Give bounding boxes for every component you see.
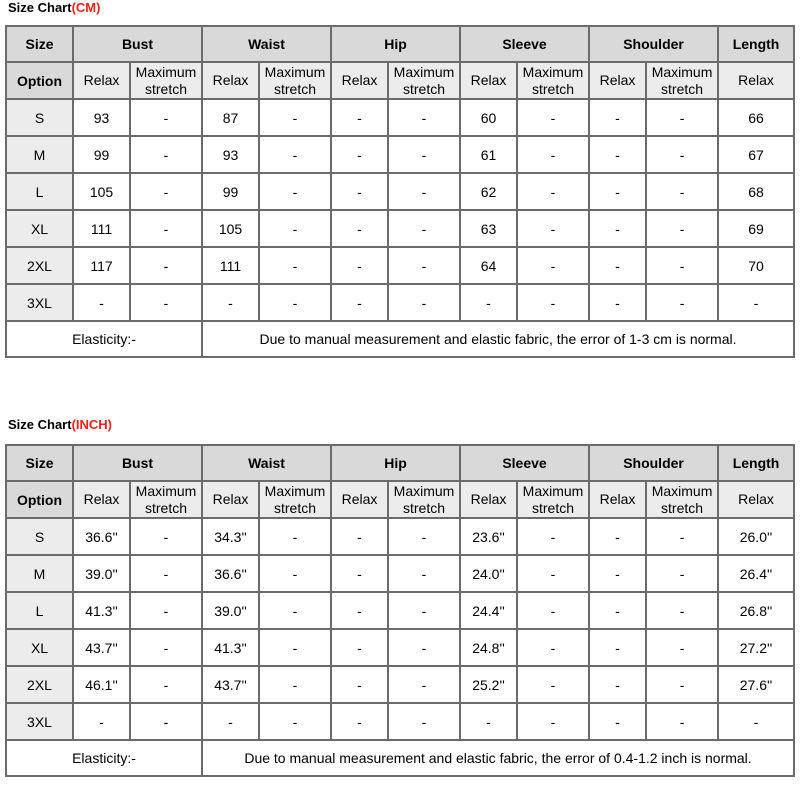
measurement-cell: - [388, 555, 460, 592]
size-cell: M [6, 136, 73, 173]
relax-subheader: Relax [73, 62, 130, 99]
measurement-cell: 34.3'' [202, 518, 259, 555]
maximum-stretch-subheader: Maximum stretch [388, 62, 460, 99]
measurement-cell: - [331, 173, 388, 210]
chart-title-text: Size Chart [8, 0, 72, 15]
measurement-cell: - [331, 666, 388, 703]
measurement-cell: 26.0'' [718, 518, 794, 555]
measurement-cell: - [388, 210, 460, 247]
relax-subheader: Relax [460, 481, 517, 518]
measurement-cell: - [130, 99, 202, 136]
measurement-cell: 67 [718, 136, 794, 173]
measurement-cell: 24.4'' [460, 592, 517, 629]
measurement-cell: 66 [718, 99, 794, 136]
measurement-cell: - [589, 99, 646, 136]
measurement-cell: 36.6'' [202, 555, 259, 592]
measurement-cell: - [388, 666, 460, 703]
size-cell: M [6, 555, 73, 592]
maximum-stretch-subheader: Maximum stretch [259, 62, 331, 99]
measurement-cell: - [646, 666, 718, 703]
measurement-cell: - [589, 629, 646, 666]
measurement-cell: 105 [202, 210, 259, 247]
column-header-hip: Hip [331, 445, 460, 481]
measurement-cell: - [388, 518, 460, 555]
size-table-cm [5, 25, 795, 358]
measurement-cell: - [130, 210, 202, 247]
measurement-cell: - [130, 136, 202, 173]
measurement-cell: - [331, 703, 388, 740]
measurement-cell: - [331, 99, 388, 136]
measurement-cell: 26.8'' [718, 592, 794, 629]
table-row [6, 136, 794, 173]
table-row [6, 592, 794, 629]
measurement-cell: - [589, 666, 646, 703]
measurement-cell: - [589, 592, 646, 629]
measurement-note: Due to manual measurement and elastic fabric, the error of 0.4-1.2 inch is normal. [202, 740, 794, 776]
measurement-cell: - [331, 592, 388, 629]
measurement-cell: - [460, 284, 517, 321]
size-header: Size [6, 26, 73, 62]
measurement-cell: - [646, 518, 718, 555]
measurement-cell: 24.0'' [460, 555, 517, 592]
size-table-inch [5, 444, 795, 777]
measurement-cell: - [130, 666, 202, 703]
relax-subheader: Relax [331, 62, 388, 99]
measurement-cell: - [718, 703, 794, 740]
relax-subheader: Relax [73, 481, 130, 518]
measurement-cell: - [73, 703, 130, 740]
measurement-cell: 43.7'' [73, 629, 130, 666]
size-cell: S [6, 99, 73, 136]
measurement-cell: 68 [718, 173, 794, 210]
measurement-cell: - [388, 284, 460, 321]
measurement-cell: - [331, 247, 388, 284]
measurement-cell: - [517, 247, 589, 284]
measurement-cell: - [718, 284, 794, 321]
table-row [6, 703, 794, 740]
measurement-cell: - [331, 555, 388, 592]
measurement-cell: - [517, 173, 589, 210]
column-header-shoulder: Shoulder [589, 445, 718, 481]
measurement-cell: - [331, 210, 388, 247]
measurement-cell: - [202, 284, 259, 321]
size-cell: 2XL [6, 247, 73, 284]
measurement-cell: 27.2'' [718, 629, 794, 666]
measurement-cell: 61 [460, 136, 517, 173]
measurement-cell: 99 [73, 136, 130, 173]
measurement-cell: - [646, 629, 718, 666]
measurement-cell: - [331, 629, 388, 666]
measurement-cell: - [589, 284, 646, 321]
measurement-cell: - [259, 666, 331, 703]
subheader-row [6, 481, 794, 518]
measurement-cell: - [202, 703, 259, 740]
maximum-stretch-subheader: Maximum stretch [130, 481, 202, 518]
measurement-cell: - [259, 247, 331, 284]
measurement-cell: - [589, 518, 646, 555]
chart-title-text: Size Chart [8, 417, 72, 432]
column-header-length: Length [718, 26, 794, 62]
measurement-cell: - [517, 136, 589, 173]
measurement-cell: 111 [73, 210, 130, 247]
measurement-cell: - [259, 136, 331, 173]
measurement-cell: - [589, 173, 646, 210]
column-header-bust: Bust [73, 26, 202, 62]
measurement-cell: - [388, 592, 460, 629]
measurement-cell: - [259, 518, 331, 555]
measurement-cell: 43.7'' [202, 666, 259, 703]
measurement-cell: - [388, 99, 460, 136]
measurement-cell: - [130, 629, 202, 666]
measurement-cell: - [517, 555, 589, 592]
table-row [6, 99, 794, 136]
measurement-cell: - [130, 284, 202, 321]
subheader-row [6, 62, 794, 99]
measurement-cell: 26.4'' [718, 555, 794, 592]
measurement-cell: - [259, 210, 331, 247]
measurement-cell: 63 [460, 210, 517, 247]
measurement-cell: - [646, 247, 718, 284]
measurement-cell: - [646, 555, 718, 592]
column-header-waist: Waist [202, 445, 331, 481]
measurement-cell: - [388, 247, 460, 284]
measurement-cell: - [646, 99, 718, 136]
measurement-cell: - [388, 136, 460, 173]
measurement-cell: - [130, 518, 202, 555]
measurement-cell: 27.6'' [718, 666, 794, 703]
measurement-cell: 41.3'' [202, 629, 259, 666]
size-cell: XL [6, 210, 73, 247]
relax-subheader: Relax [589, 481, 646, 518]
measurement-cell: 60 [460, 99, 517, 136]
measurement-cell: - [259, 173, 331, 210]
maximum-stretch-subheader: Maximum stretch [259, 481, 331, 518]
relax-subheader: Relax [718, 481, 794, 518]
table-row [6, 555, 794, 592]
measurement-cell: - [73, 284, 130, 321]
measurement-cell: - [646, 136, 718, 173]
size-header: Size [6, 445, 73, 481]
maximum-stretch-subheader: Maximum stretch [646, 62, 718, 99]
measurement-cell: - [517, 284, 589, 321]
column-header-bust: Bust [73, 445, 202, 481]
measurement-cell: 41.3'' [73, 592, 130, 629]
measurement-cell: - [646, 173, 718, 210]
measurement-cell: 105 [73, 173, 130, 210]
maximum-stretch-subheader: Maximum stretch [517, 62, 589, 99]
measurement-cell: - [589, 136, 646, 173]
relax-subheader: Relax [202, 481, 259, 518]
measurement-cell: 23.6'' [460, 518, 517, 555]
measurement-cell: 39.0'' [73, 555, 130, 592]
column-header-sleeve: Sleeve [460, 445, 589, 481]
measurement-cell: - [646, 284, 718, 321]
measurement-cell: - [646, 592, 718, 629]
measurement-cell: - [646, 703, 718, 740]
measurement-cell: - [331, 518, 388, 555]
header-row [6, 445, 794, 481]
measurement-cell: 25.2'' [460, 666, 517, 703]
measurement-cell: - [517, 210, 589, 247]
maximum-stretch-subheader: Maximum stretch [517, 481, 589, 518]
measurement-cell: 117 [73, 247, 130, 284]
header-row [6, 26, 794, 62]
measurement-cell: - [589, 555, 646, 592]
size-cell: 2XL [6, 666, 73, 703]
elasticity-label: Elasticity:- [6, 740, 202, 776]
table-row [6, 210, 794, 247]
measurement-cell: - [646, 210, 718, 247]
table-row [6, 247, 794, 284]
measurement-cell: - [259, 284, 331, 321]
measurement-cell: - [259, 629, 331, 666]
measurement-cell: 39.0'' [202, 592, 259, 629]
measurement-cell: - [259, 592, 331, 629]
measurement-cell: - [259, 703, 331, 740]
measurement-cell: - [130, 173, 202, 210]
size-chart-cm-title [8, 0, 100, 16]
relax-subheader: Relax [589, 62, 646, 99]
elasticity-label: Elasticity:- [6, 321, 202, 357]
measurement-cell: - [388, 173, 460, 210]
measurement-cell: 46.1'' [73, 666, 130, 703]
measurement-cell: - [331, 284, 388, 321]
column-header-waist: Waist [202, 26, 331, 62]
maximum-stretch-subheader: Maximum stretch [388, 481, 460, 518]
column-header-length: Length [718, 445, 794, 481]
size-cell: 3XL [6, 284, 73, 321]
measurement-cell: - [130, 592, 202, 629]
measurement-cell: 99 [202, 173, 259, 210]
measurement-cell: 87 [202, 99, 259, 136]
measurement-cell: 69 [718, 210, 794, 247]
measurement-cell: - [259, 99, 331, 136]
chart-unit-label: (INCH) [71, 417, 113, 432]
measurement-cell: - [517, 99, 589, 136]
measurement-cell: - [517, 703, 589, 740]
measurement-cell: - [130, 555, 202, 592]
measurement-cell: - [130, 247, 202, 284]
measurement-cell: 62 [460, 173, 517, 210]
column-header-shoulder: Shoulder [589, 26, 718, 62]
measurement-cell: - [517, 518, 589, 555]
note-row [6, 740, 794, 776]
size-chart-inch-title [8, 417, 112, 433]
measurement-cell: - [331, 136, 388, 173]
relax-subheader: Relax [718, 62, 794, 99]
measurement-cell: - [130, 703, 202, 740]
maximum-stretch-subheader: Maximum stretch [646, 481, 718, 518]
relax-subheader: Relax [202, 62, 259, 99]
measurement-cell: 93 [202, 136, 259, 173]
size-cell: L [6, 592, 73, 629]
note-row [6, 321, 794, 357]
measurement-cell: - [388, 703, 460, 740]
measurement-cell: - [460, 703, 517, 740]
measurement-cell: - [517, 666, 589, 703]
measurement-cell: 93 [73, 99, 130, 136]
size-cell: XL [6, 629, 73, 666]
size-cell: S [6, 518, 73, 555]
option-header: Option [6, 481, 73, 518]
maximum-stretch-subheader: Maximum stretch [130, 62, 202, 99]
measurement-cell: 24.8'' [460, 629, 517, 666]
table-row [6, 173, 794, 210]
table-row [6, 518, 794, 555]
option-header: Option [6, 62, 73, 99]
measurement-cell: 111 [202, 247, 259, 284]
size-cell: 3XL [6, 703, 73, 740]
table-row [6, 666, 794, 703]
measurement-cell: - [517, 629, 589, 666]
measurement-cell: - [388, 629, 460, 666]
size-cell: L [6, 173, 73, 210]
measurement-cell: 70 [718, 247, 794, 284]
measurement-cell: - [589, 703, 646, 740]
measurement-note: Due to manual measurement and elastic fabric, the error of 1-3 cm is normal. [202, 321, 794, 357]
measurement-cell: 36.6'' [73, 518, 130, 555]
measurement-cell: - [589, 210, 646, 247]
measurement-cell: - [589, 247, 646, 284]
measurement-cell: 64 [460, 247, 517, 284]
table-row [6, 629, 794, 666]
measurement-cell: - [517, 592, 589, 629]
table-row [6, 284, 794, 321]
chart-unit-label: (CM) [71, 0, 101, 15]
measurement-cell: - [259, 555, 331, 592]
relax-subheader: Relax [331, 481, 388, 518]
column-header-sleeve: Sleeve [460, 26, 589, 62]
column-header-hip: Hip [331, 26, 460, 62]
relax-subheader: Relax [460, 62, 517, 99]
